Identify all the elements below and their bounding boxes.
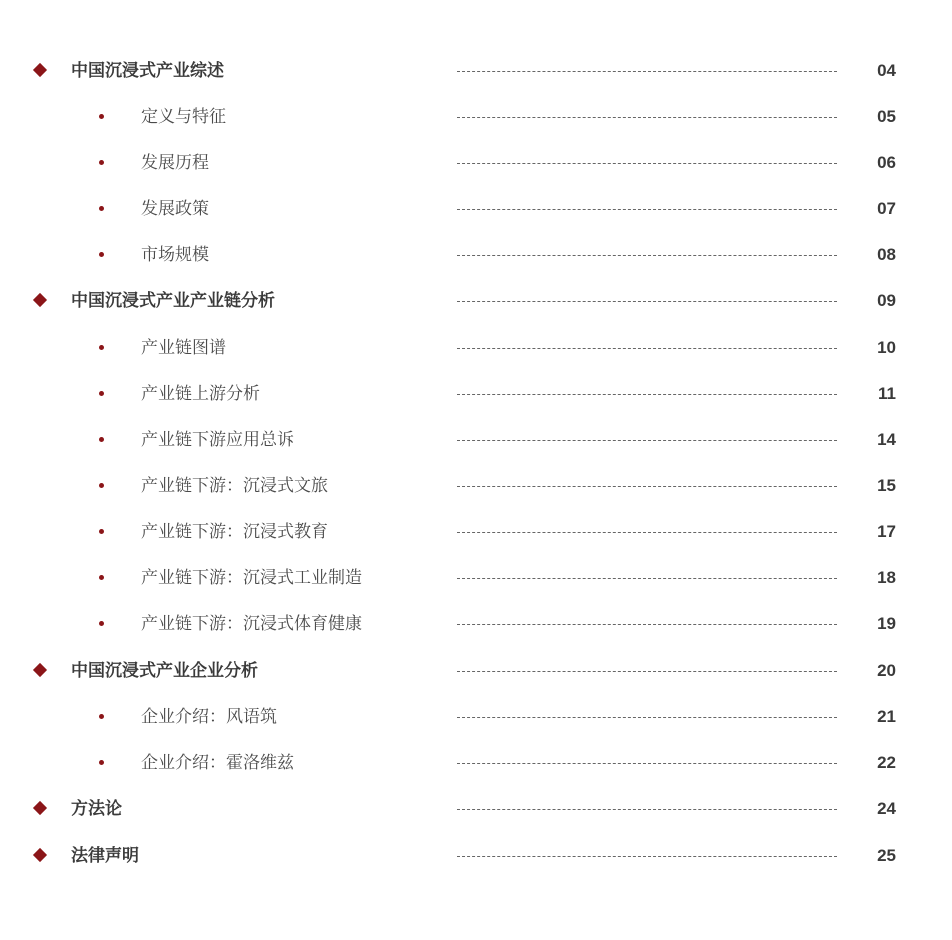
dot-bullet-icon bbox=[99, 391, 104, 396]
dot-bullet-icon bbox=[99, 621, 104, 626]
toc-entry-main[interactable] bbox=[0, 56, 952, 86]
toc-entry-sub[interactable] bbox=[0, 194, 952, 224]
dotted-leader bbox=[457, 809, 837, 810]
toc-page-number: 17 bbox=[877, 522, 896, 541]
toc-entry-sub[interactable] bbox=[0, 748, 952, 778]
toc-entry-title: 中国沉浸式产业企业分析 bbox=[71, 661, 258, 681]
toc-entry-title: 企业介绍：霍洛维兹 bbox=[141, 753, 294, 773]
toc-page-number: 06 bbox=[877, 153, 896, 172]
toc-page-number: 19 bbox=[877, 614, 896, 633]
toc-page-number: 22 bbox=[877, 753, 896, 772]
dotted-leader bbox=[457, 763, 837, 764]
toc-entry-title: 中国沉浸式产业综述 bbox=[71, 61, 224, 81]
toc-entry-title: 定义与特征 bbox=[141, 107, 226, 127]
toc-entry-sub[interactable] bbox=[0, 517, 952, 547]
toc-entry-main[interactable] bbox=[0, 841, 952, 871]
toc-entry-sub[interactable] bbox=[0, 333, 952, 363]
toc-entry-sub[interactable] bbox=[0, 471, 952, 501]
diamond-bullet-icon bbox=[33, 293, 47, 307]
dot-bullet-icon bbox=[99, 529, 104, 534]
dot-bullet-icon bbox=[99, 206, 104, 211]
toc-page-number: 04 bbox=[877, 61, 896, 80]
dotted-leader bbox=[457, 71, 837, 72]
dotted-leader bbox=[457, 394, 837, 395]
toc-page-number: 24 bbox=[877, 799, 896, 818]
diamond-bullet-icon bbox=[33, 663, 47, 677]
diamond-bullet-icon bbox=[33, 848, 47, 862]
toc-entry-sub[interactable] bbox=[0, 102, 952, 132]
dotted-leader bbox=[457, 486, 837, 487]
toc-page-number: 10 bbox=[877, 338, 896, 357]
toc-page-number: 21 bbox=[877, 707, 896, 726]
dotted-leader bbox=[457, 163, 837, 164]
toc-page-number: 09 bbox=[877, 291, 896, 310]
toc-entry-title: 市场规模 bbox=[141, 245, 209, 265]
toc-entry-title: 发展历程 bbox=[141, 153, 209, 173]
dot-bullet-icon bbox=[99, 114, 104, 119]
diamond-bullet-icon bbox=[33, 63, 47, 77]
dotted-leader bbox=[457, 348, 837, 349]
toc-page-number: 18 bbox=[877, 568, 896, 587]
toc-entry-sub[interactable] bbox=[0, 702, 952, 732]
diamond-bullet-icon bbox=[33, 801, 47, 815]
dot-bullet-icon bbox=[99, 252, 104, 257]
toc-entry-main[interactable] bbox=[0, 286, 952, 316]
toc-entry-title: 中国沉浸式产业产业链分析 bbox=[71, 291, 275, 311]
toc-entry-sub[interactable] bbox=[0, 148, 952, 178]
dotted-leader bbox=[457, 671, 837, 672]
toc-page-number: 07 bbox=[877, 199, 896, 218]
toc-entry-sub[interactable] bbox=[0, 379, 952, 409]
toc-entry-title: 产业链下游：沉浸式体育健康 bbox=[141, 614, 362, 634]
toc-page-number: 11 bbox=[878, 384, 896, 403]
toc-entry-title: 产业链上游分析 bbox=[141, 384, 260, 404]
toc-entry-title: 产业链下游：沉浸式文旅 bbox=[141, 476, 328, 496]
dotted-leader bbox=[457, 440, 837, 441]
toc-entry-main[interactable] bbox=[0, 656, 952, 686]
toc-entry-main[interactable] bbox=[0, 794, 952, 824]
dot-bullet-icon bbox=[99, 714, 104, 719]
toc-entry-title: 企业介绍：风语筑 bbox=[141, 707, 277, 727]
dotted-leader bbox=[457, 717, 837, 718]
toc-entry-title: 法律声明 bbox=[71, 846, 139, 866]
dotted-leader bbox=[457, 301, 837, 302]
toc-entry-title: 方法论 bbox=[71, 799, 122, 819]
toc-page-number: 25 bbox=[877, 846, 896, 865]
toc-page-number: 14 bbox=[877, 430, 896, 449]
dot-bullet-icon bbox=[99, 160, 104, 165]
dot-bullet-icon bbox=[99, 760, 104, 765]
toc-entry-title: 产业链下游：沉浸式教育 bbox=[141, 522, 328, 542]
toc-entry-sub[interactable] bbox=[0, 563, 952, 593]
dotted-leader bbox=[457, 532, 837, 533]
dotted-leader bbox=[457, 856, 837, 857]
toc-page-number: 08 bbox=[877, 245, 896, 264]
dot-bullet-icon bbox=[99, 437, 104, 442]
dotted-leader bbox=[457, 578, 837, 579]
toc-entry-title: 产业链图谱 bbox=[141, 338, 226, 358]
toc-entry-sub[interactable] bbox=[0, 609, 952, 639]
toc-entry-sub[interactable] bbox=[0, 425, 952, 455]
toc-page-number: 05 bbox=[877, 107, 896, 126]
dotted-leader bbox=[457, 209, 837, 210]
toc-entry-title: 产业链下游：沉浸式工业制造 bbox=[141, 568, 362, 588]
dotted-leader bbox=[457, 117, 837, 118]
toc-entry-sub[interactable] bbox=[0, 240, 952, 270]
toc-page-number: 20 bbox=[877, 661, 896, 680]
dot-bullet-icon bbox=[99, 575, 104, 580]
dotted-leader bbox=[457, 624, 837, 625]
dot-bullet-icon bbox=[99, 483, 104, 488]
toc-entry-title: 产业链下游应用总诉 bbox=[141, 430, 294, 450]
dotted-leader bbox=[457, 255, 837, 256]
dot-bullet-icon bbox=[99, 345, 104, 350]
toc-entry-title: 发展政策 bbox=[141, 199, 209, 219]
toc-page-number: 15 bbox=[877, 476, 896, 495]
